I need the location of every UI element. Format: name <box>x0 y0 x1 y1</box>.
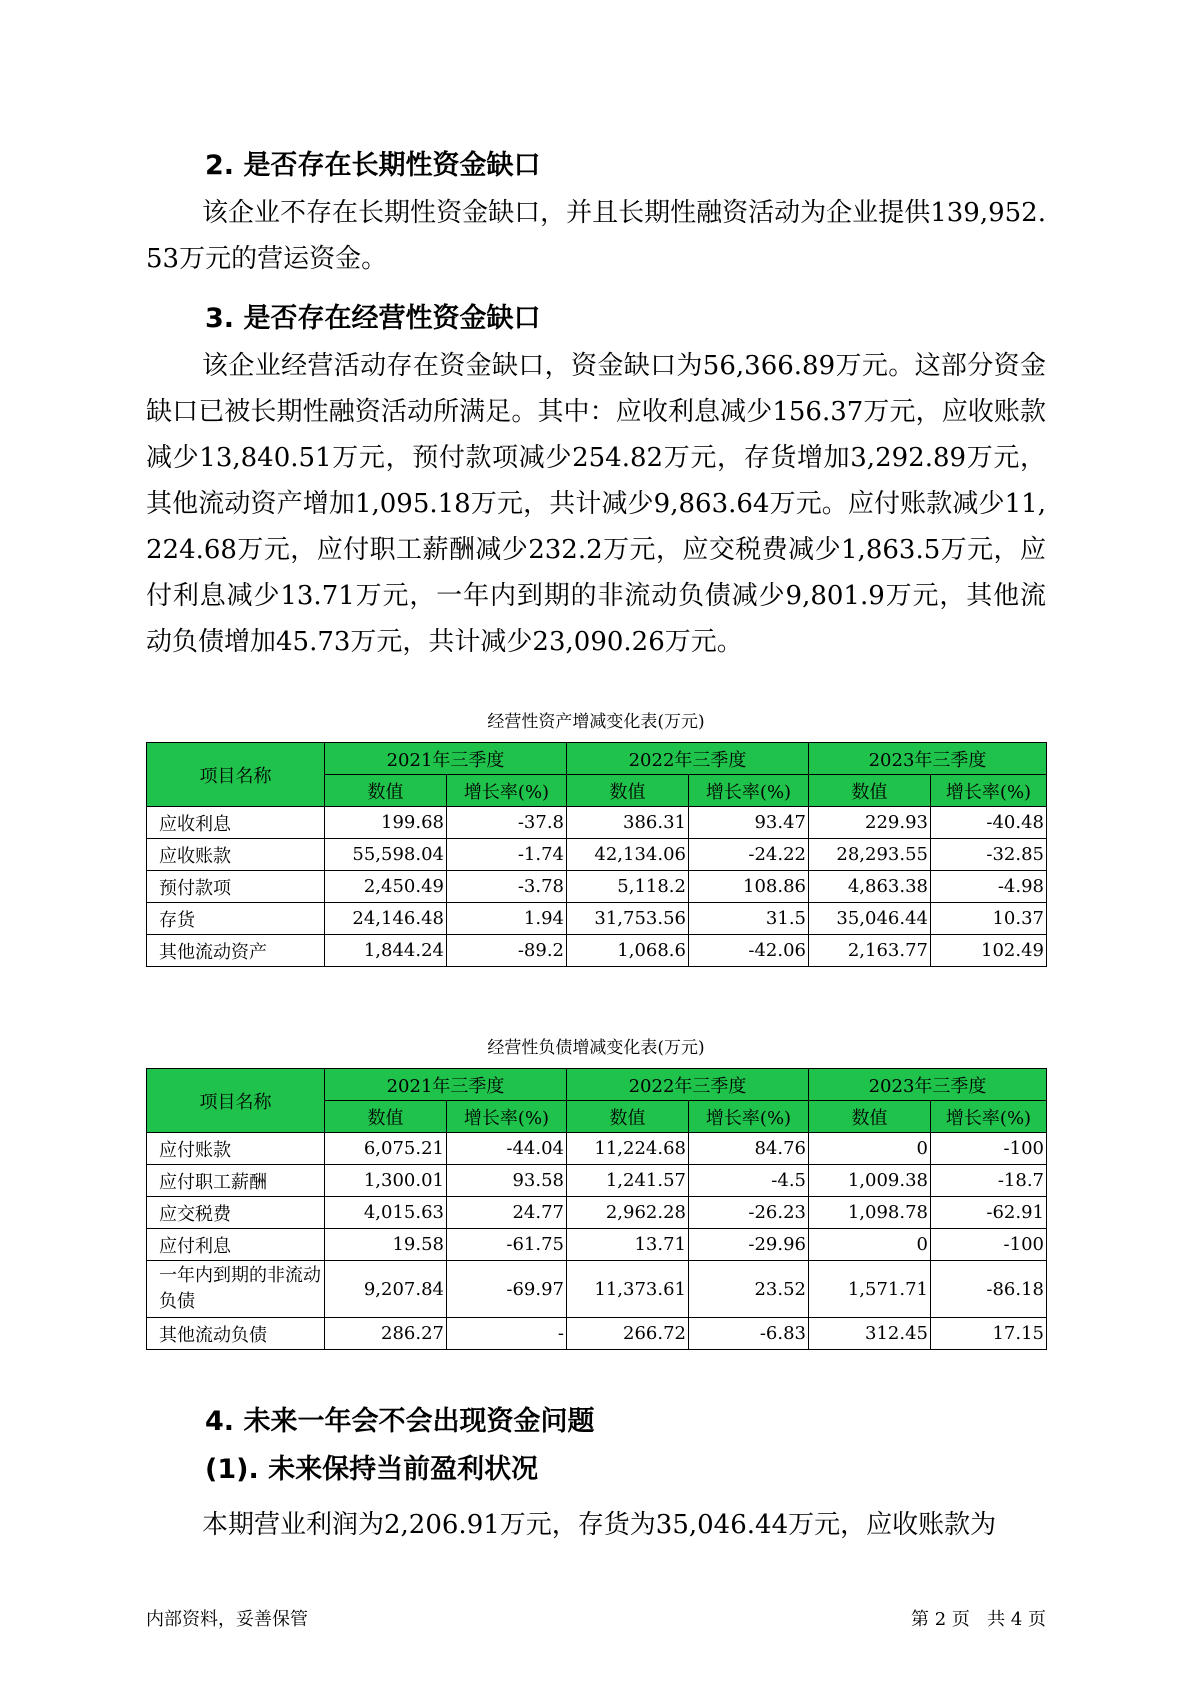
growth-cell: 1.94 <box>447 903 567 935</box>
row-label: 应付账款 <box>147 1133 325 1165</box>
value-cell: 11,373.61 <box>567 1261 689 1318</box>
period-header: 2021年三季度 <box>325 743 567 775</box>
growth-cell: -61.75 <box>447 1229 567 1261</box>
value-cell: 1,009.38 <box>809 1165 931 1197</box>
value-cell: 266.72 <box>567 1318 689 1350</box>
growth-cell: -69.97 <box>447 1261 567 1318</box>
value-cell: 13.71 <box>567 1229 689 1261</box>
growth-cell: - <box>447 1318 567 1350</box>
item-name-header: 项目名称 <box>147 1069 325 1133</box>
section-heading-long-term-gap: 2. 是否存在长期性资金缺口 <box>205 150 541 181</box>
value-cell: 4,863.38 <box>809 871 931 903</box>
value-cell: 386.31 <box>567 807 689 839</box>
value-cell: 19.58 <box>325 1229 447 1261</box>
table-row <box>147 1318 1047 1350</box>
assets-table-body <box>147 807 1047 967</box>
growth-cell: 93.58 <box>447 1165 567 1197</box>
growth-cell: -62.91 <box>931 1197 1047 1229</box>
row-label: 应付利息 <box>147 1229 325 1261</box>
value-cell: 5,118.2 <box>567 871 689 903</box>
period-header: 2022年三季度 <box>567 1069 809 1101</box>
table-row <box>147 1197 1047 1229</box>
growth-cell: -40.48 <box>931 807 1047 839</box>
growth-cell: -44.04 <box>447 1133 567 1165</box>
value-header: 数值 <box>567 775 689 807</box>
value-cell: 1,571.71 <box>809 1261 931 1318</box>
value-cell: 24,146.48 <box>325 903 447 935</box>
growth-header: 增长率(%) <box>689 1101 809 1133</box>
future-funding-paragraph: 本期营业利润为2,206.91万元，存货为35,046.44万元，应收账款为 <box>202 1510 997 1540</box>
growth-cell: -32.85 <box>931 839 1047 871</box>
value-cell: 0 <box>809 1229 931 1261</box>
table-row <box>147 903 1047 935</box>
value-cell: 1,241.57 <box>567 1165 689 1197</box>
liabilities-table-body <box>147 1133 1047 1350</box>
value-cell: 199.68 <box>325 807 447 839</box>
long-term-gap-paragraph: 该企业不存在长期性资金缺口，并且长期性融资活动为企业提供139,952.53万元的营运资金。 <box>146 198 1046 274</box>
growth-cell: 84.76 <box>689 1133 809 1165</box>
value-cell: 4,015.63 <box>325 1197 447 1229</box>
value-cell: 35,046.44 <box>809 903 931 935</box>
growth-cell: 10.37 <box>931 903 1047 935</box>
growth-cell: 108.86 <box>689 871 809 903</box>
value-header: 数值 <box>325 1101 447 1133</box>
value-cell: 6,075.21 <box>325 1133 447 1165</box>
value-cell: 229.93 <box>809 807 931 839</box>
growth-cell: 31.5 <box>689 903 809 935</box>
growth-header: 增长率(%) <box>931 775 1047 807</box>
table-row <box>147 1229 1047 1261</box>
row-label: 其他流动资产 <box>147 935 325 967</box>
growth-cell: -1.74 <box>447 839 567 871</box>
growth-cell: -4.98 <box>931 871 1047 903</box>
row-label: 应收利息 <box>147 807 325 839</box>
value-cell: 286.27 <box>325 1318 447 1350</box>
growth-header: 增长率(%) <box>931 1101 1047 1133</box>
growth-cell: -3.78 <box>447 871 567 903</box>
table-row <box>147 1261 1047 1318</box>
growth-cell: -86.18 <box>931 1261 1047 1318</box>
table-row <box>147 839 1047 871</box>
value-cell: 9,207.84 <box>325 1261 447 1318</box>
growth-cell: -100 <box>931 1133 1047 1165</box>
operating-gap-paragraph: 该企业经营活动存在资金缺口，资金缺口为56,366.89万元。这部分资金缺口已被长期性融资活动所满足。其中：应收利息减少156.37万元，应收账款减少13,840.51万元，预付款项减少254.82万元，存货增加3,292.89万元，其他流动资产增加1,095.18万元，共计减少9,863.64万元。应付账款减少11,224.68万元，应付职工薪酬减少232.2万元，应交税费减少1,863.5万元，应付利息减少13.71万元，一年内到期的非流动负债减少9,801.9万元，其他流动负债增加45.73万元，共计减少23,090.26万元。 <box>146 351 1046 657</box>
value-cell: 28,293.55 <box>809 839 931 871</box>
period-header: 2021年三季度 <box>325 1069 567 1101</box>
growth-cell: 24.77 <box>447 1197 567 1229</box>
liabilities-table-caption: 经营性负债增减变化表(万元) <box>487 1038 705 1058</box>
value-cell: 1,068.6 <box>567 935 689 967</box>
value-cell: 31,753.56 <box>567 903 689 935</box>
growth-cell: -42.06 <box>689 935 809 967</box>
table-row <box>147 1133 1047 1165</box>
row-label: 预付款项 <box>147 871 325 903</box>
row-label: 存货 <box>147 903 325 935</box>
growth-cell: -26.23 <box>689 1197 809 1229</box>
growth-cell: -4.5 <box>689 1165 809 1197</box>
period-header: 2023年三季度 <box>809 1069 1047 1101</box>
value-cell: 2,450.49 <box>325 871 447 903</box>
value-cell: 2,962.28 <box>567 1197 689 1229</box>
growth-cell: 23.52 <box>689 1261 809 1318</box>
value-cell: 0 <box>809 1133 931 1165</box>
value-header: 数值 <box>809 1101 931 1133</box>
liabilities-table <box>146 1068 1047 1350</box>
growth-cell: -18.7 <box>931 1165 1047 1197</box>
value-header: 数值 <box>325 775 447 807</box>
value-cell: 42,134.06 <box>567 839 689 871</box>
value-cell: 11,224.68 <box>567 1133 689 1165</box>
row-label: 应收账款 <box>147 839 325 871</box>
value-cell: 2,163.77 <box>809 935 931 967</box>
growth-cell: -37.8 <box>447 807 567 839</box>
period-header: 2023年三季度 <box>809 743 1047 775</box>
value-cell: 1,098.78 <box>809 1197 931 1229</box>
value-cell: 1,844.24 <box>325 935 447 967</box>
row-label: 其他流动负债 <box>147 1318 325 1350</box>
section-heading-future-funding: 4. 未来一年会不会出现资金问题 <box>205 1406 595 1437</box>
growth-cell: -89.2 <box>447 935 567 967</box>
table-row <box>147 871 1047 903</box>
growth-cell: -29.96 <box>689 1229 809 1261</box>
subheading-current-profit: (1). 未来保持当前盈利状况 <box>205 1454 539 1485</box>
growth-header: 增长率(%) <box>447 1101 567 1133</box>
value-cell: 1,300.01 <box>325 1165 447 1197</box>
growth-header: 增长率(%) <box>447 775 567 807</box>
assets-table-caption: 经营性资产增减变化表(万元) <box>487 712 705 732</box>
section-heading-operating-gap: 3. 是否存在经营性资金缺口 <box>205 303 541 334</box>
footer-confidential-note: 内部资料，妥善保管 <box>146 1609 308 1630</box>
table-row <box>147 935 1047 967</box>
assets-table <box>146 742 1047 967</box>
value-cell: 312.45 <box>809 1318 931 1350</box>
growth-cell: -24.22 <box>689 839 809 871</box>
table-row <box>147 1165 1047 1197</box>
table-row <box>147 807 1047 839</box>
value-cell: 55,598.04 <box>325 839 447 871</box>
item-name-header: 项目名称 <box>147 743 325 807</box>
period-header: 2022年三季度 <box>567 743 809 775</box>
value-header: 数值 <box>809 775 931 807</box>
value-header: 数值 <box>567 1101 689 1133</box>
row-label: 应付职工薪酬 <box>147 1165 325 1197</box>
growth-header: 增长率(%) <box>689 775 809 807</box>
row-label: 一年内到期的非流动负债 <box>147 1261 325 1318</box>
growth-cell: 93.47 <box>689 807 809 839</box>
footer-page-number: 第 2 页 共 4 页 <box>911 1609 1046 1630</box>
growth-cell: 102.49 <box>931 935 1047 967</box>
row-label: 应交税费 <box>147 1197 325 1229</box>
growth-cell: -100 <box>931 1229 1047 1261</box>
growth-cell: 17.15 <box>931 1318 1047 1350</box>
growth-cell: -6.83 <box>689 1318 809 1350</box>
